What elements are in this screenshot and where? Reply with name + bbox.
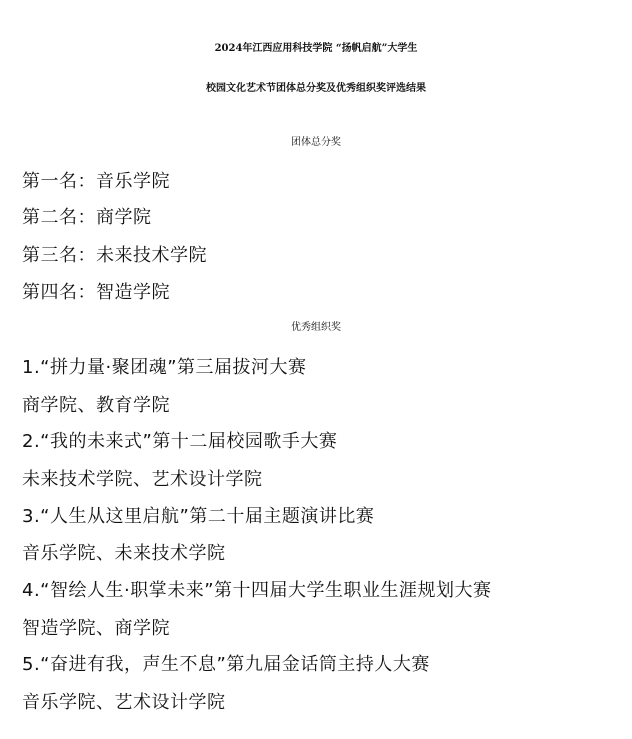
ranking-label: 第二名： (22, 207, 96, 228)
event-title-3: 3.“人生从这里启航”第二十届主题演讲比赛 (22, 506, 375, 527)
ranking-label: 第三名： (22, 245, 96, 266)
ranking-item-2 (22, 207, 152, 229)
event-winners-3: 音乐学院、未来技术学院 (22, 543, 226, 564)
ranking-item-3 (22, 245, 207, 267)
ranking-college: 商学院 (96, 207, 152, 228)
ranking-label: 第一名： (22, 171, 96, 192)
event-winners-1: 商学院、教育学院 (22, 395, 170, 416)
event-title-1: 1.“拼力量·聚团魂”第三届拔河大赛 (22, 357, 307, 378)
event-winners-2: 未来技术学院、艺术设计学院 (22, 469, 263, 490)
ranking-college: 未来技术学院 (96, 245, 207, 266)
event-winners-5: 音乐学院、艺术设计学院 (22, 692, 226, 713)
organization-award-heading: 优秀组织奖 (291, 322, 341, 333)
ranking-college: 智造学院 (96, 282, 170, 303)
event-title-2: 2.“我的未来式”第十二届校园歌手大赛 (22, 431, 338, 452)
ranking-college: 音乐学院 (96, 171, 170, 192)
event-title-4: 4.“智绘人生·职掌未来”第十四届大学生职业生涯规划大赛 (22, 580, 492, 601)
team-award-heading: 团体总分奖 (291, 137, 341, 148)
ranking-label: 第四名： (22, 282, 96, 303)
document-title-line-2: 校园文化艺术节团体总分奖及优秀组织奖评选结果 (206, 83, 426, 94)
document-title-line-1: 2024年江西应用科技学院 “扬帆启航”大学生 (214, 43, 418, 54)
event-winners-4: 智造学院、商学院 (22, 618, 170, 639)
event-title-5: 5.“奋进有我，声生不息”第九届金话筒主持人大赛 (22, 654, 430, 675)
ranking-item-4 (22, 282, 170, 304)
ranking-item-1 (22, 171, 170, 193)
